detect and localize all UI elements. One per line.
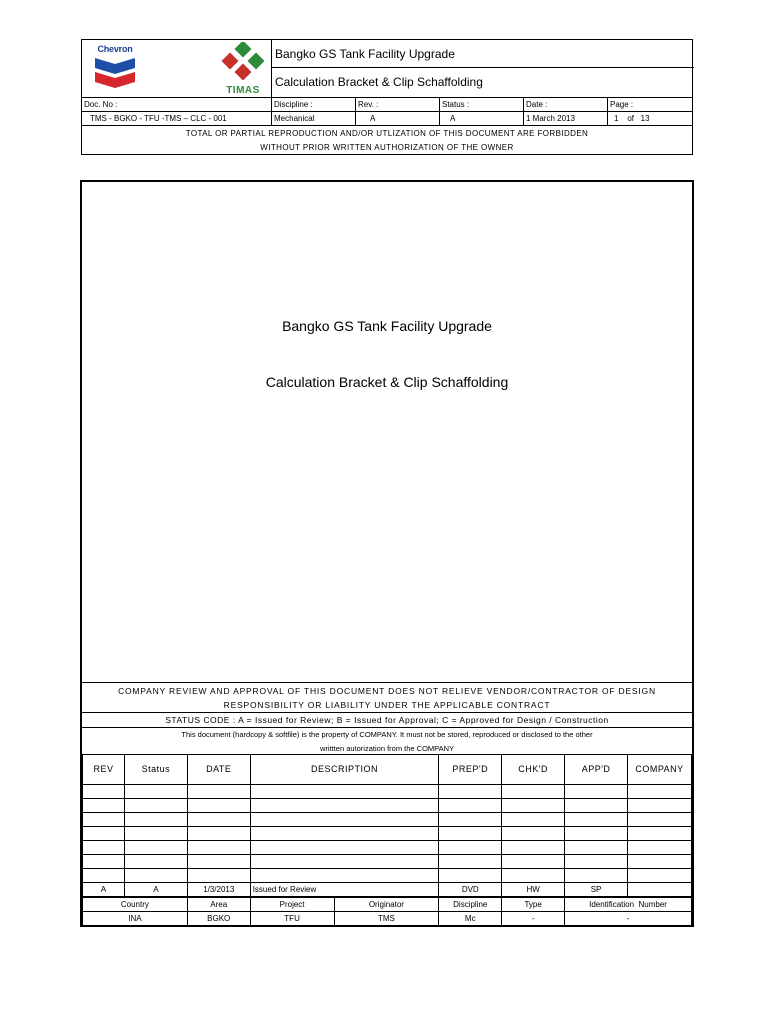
company-cell [628, 883, 692, 897]
table-row-empty [83, 841, 692, 855]
cover-title-document: Calculation Bracket & Clip Schaffolding [265, 374, 509, 390]
id-value-discipline: Mc [439, 912, 502, 926]
table-row-revision-a [83, 883, 692, 897]
reproduction-notice [82, 125, 692, 154]
col-header-company: COMPANY [628, 755, 692, 785]
appd-cell: SP [565, 883, 628, 897]
status-label: Status : [440, 98, 524, 111]
col-header-status: Status [124, 755, 187, 785]
date-cell: 1/3/2013 [187, 883, 250, 897]
id-header-project: Project [250, 898, 334, 912]
col-header-appd: APP'D [565, 755, 628, 785]
id-value-area: BGKO [187, 912, 250, 926]
header-title-project: Bangko GS Tank Facility Upgrade [272, 40, 694, 68]
id-value-project: TFU [250, 912, 334, 926]
review-notice-line-1: COMPANY REVIEW AND APPROVAL OF THIS DOCUMENT DOES NOT RELIEVE VENDOR/CONTRACTOR OF DESIGN [118, 686, 656, 696]
review-notice-line-2: RESPONSIBILITY OR LIABILITY UNDER THE APPLICABLE CONTRACT [223, 700, 551, 710]
chkd-cell: HW [502, 883, 565, 897]
status-cell: A [124, 883, 187, 897]
prepd-cell: DVD [439, 883, 502, 897]
reproduction-notice-line-1: TOTAL OR PARTIAL REPRODUCTION AND/OR UTLIZATION OF THIS DOCUMENT ARE FORBIDDEN [185, 129, 589, 138]
id-header-originator: Originator [334, 898, 439, 912]
table-row-empty [83, 799, 692, 813]
page-label: Page : [610, 100, 634, 109]
id-header-discipline: Discipline [439, 898, 502, 912]
timas-logo [216, 42, 270, 96]
review-notice-block [82, 682, 692, 753]
chevron-logo [91, 44, 139, 94]
description-cell: Issued for Review [250, 883, 439, 897]
meta-values-row [82, 111, 692, 125]
id-value-type: - [502, 912, 565, 926]
identification-value-row [83, 912, 692, 926]
status-code-legend: STATUS CODE : A = Issued for Review; B = Issued for Approval; C = Approved for Design / Construction [82, 712, 692, 728]
rev-cell: A [83, 883, 125, 897]
chevron-logo-mark [91, 54, 139, 92]
rev-value: A [356, 112, 440, 125]
id-value-country: INA [83, 912, 188, 926]
discipline-value: Mechanical [272, 112, 356, 125]
doc-no-value: TMS - BGKO - TFU -TMS – CLC - 001 [82, 112, 272, 125]
col-header-chkd: CHK'D [502, 755, 565, 785]
meta-labels-row [82, 97, 692, 111]
date-value: 1 March 2013 [524, 112, 608, 125]
cover-title-project: Bangko GS Tank Facility Upgrade [282, 318, 492, 334]
property-notice-line-1: This document (hardcopy & softfile) is the property of COMPANY. It must not be stored, reproduced or disclosed to the other [181, 730, 593, 739]
identification-table [82, 897, 692, 926]
reproduction-notice-line-2: WITHOUT PRIOR WRITTEN AUTHORIZATION OF THE OWNER [260, 143, 514, 152]
logo-cell [82, 40, 272, 97]
revision-table [82, 754, 692, 897]
col-header-rev: REV [83, 755, 125, 785]
document-header [81, 39, 693, 155]
cover-frame [80, 180, 694, 927]
page-value: 1 of 13 [614, 114, 650, 123]
id-header-type: Type [502, 898, 565, 912]
id-header-country: Country [83, 898, 188, 912]
table-row-empty [83, 869, 692, 883]
discipline-label: Discipline : [272, 98, 356, 111]
date-label: Date : [524, 98, 608, 111]
table-row-empty [83, 827, 692, 841]
timas-logo-text: TIMAS [226, 85, 260, 96]
header-title-document: Calculation Bracket & Clip Schaffolding [275, 75, 483, 89]
property-notice-line-2: writtten autorization from the COMPANY [319, 744, 455, 753]
col-header-prepd: PREP'D [439, 755, 502, 785]
table-row-empty [83, 785, 692, 799]
col-header-description: DESCRIPTION [250, 755, 439, 785]
doc-no-label: Doc. No : [82, 98, 272, 111]
id-header-area: Area [187, 898, 250, 912]
timas-logo-mark [216, 42, 270, 80]
col-header-date: DATE [187, 755, 250, 785]
chevron-logo-text: Chevron [97, 44, 133, 54]
revision-table-header [83, 755, 692, 785]
identification-header-row [83, 898, 692, 912]
id-value-originator: TMS [334, 912, 439, 926]
rev-label: Rev. : [356, 98, 440, 111]
status-value: A [440, 112, 524, 125]
table-row-empty [83, 855, 692, 869]
id-value-identification-number: - [565, 912, 692, 926]
id-header-identification-number: Identification Number [565, 898, 692, 912]
table-row-empty [83, 813, 692, 827]
